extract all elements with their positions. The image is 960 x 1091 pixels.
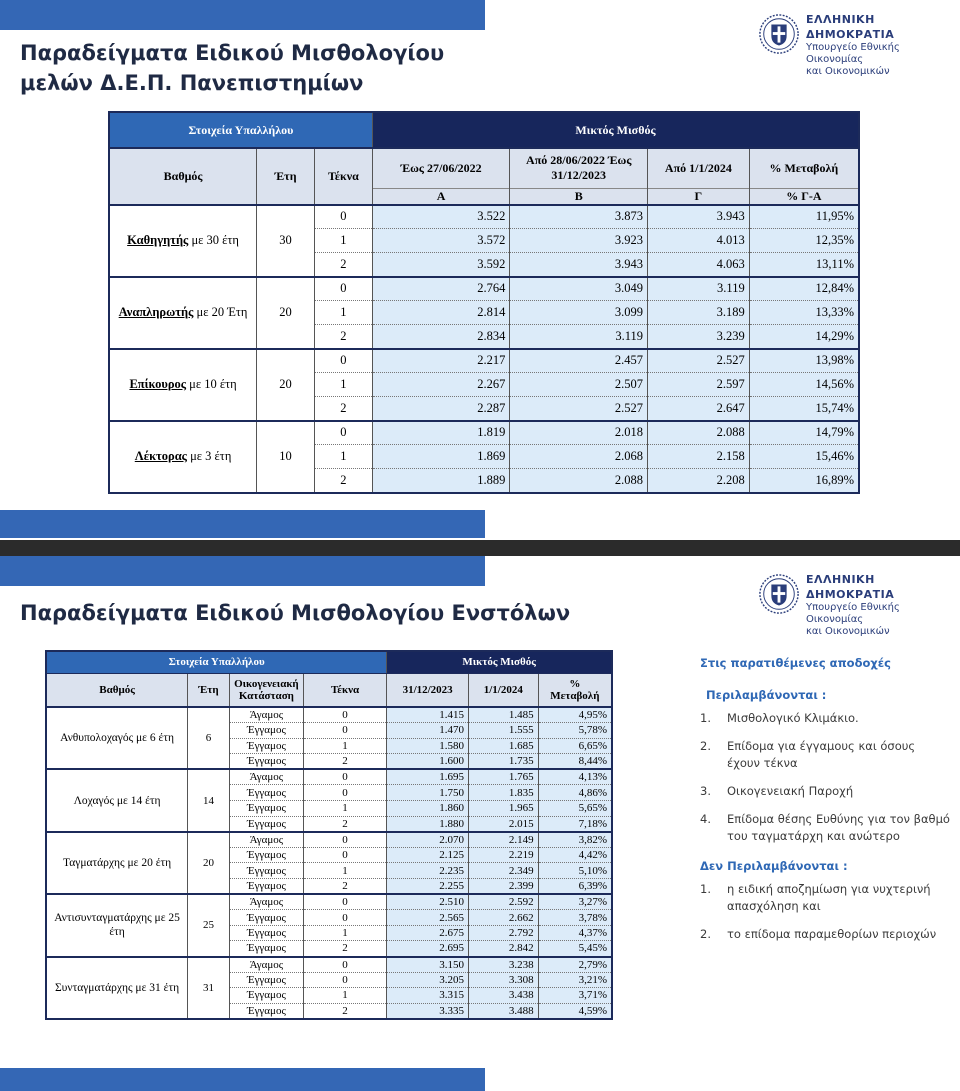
list-number: 1. [700, 711, 711, 725]
value-a-cell: 1.580 [387, 738, 469, 754]
rank-cell [109, 277, 257, 349]
header-rank: Βαθμός [109, 148, 257, 205]
excluded-list [700, 881, 950, 943]
value-b-cell: 3.438 [468, 988, 538, 1004]
value-b-cell: 3.943 [510, 253, 648, 277]
value-b-cell: 2.018 [510, 421, 648, 445]
years-cell: 25 [188, 894, 230, 956]
header-salary-group: Μικτός Μισθός [387, 651, 612, 673]
ministry-logo: ΕΛΛΗΝΙΚΗ ΔΗΜΟΚΡΑΤΙΑ Υπουργείο Εθνικής Οικονομίας και Οικονομικών [758, 12, 960, 78]
pct-change-cell: 12,84% [749, 277, 859, 301]
value-a-cell: 2.287 [372, 397, 510, 421]
years-cell: 10 [257, 421, 315, 493]
years-cell: 14 [188, 769, 230, 831]
years-cell: 20 [257, 349, 315, 421]
header-salary-group: Μικτός Μισθός [372, 112, 859, 148]
family-status-cell: Άγαμος [229, 707, 303, 723]
value-a-cell: 2.267 [372, 373, 510, 397]
pct-change-cell: 5,78% [538, 723, 612, 739]
pct-change-cell: 6,65% [538, 738, 612, 754]
value-b-cell: 2.068 [510, 445, 648, 469]
value-c-cell: 2.088 [648, 421, 750, 445]
notes-panel [700, 656, 950, 954]
value-b-cell: 3.923 [510, 229, 648, 253]
rank-cell: Αντισυνταγματάρχης με 25 έτη [46, 894, 188, 956]
value-b-cell: 3.488 [468, 1003, 538, 1019]
pct-change-cell: 4,13% [538, 769, 612, 785]
value-b-cell: 3.308 [468, 972, 538, 988]
header-col-pct: % Μεταβολή [538, 673, 612, 707]
pct-change-cell: 13,98% [749, 349, 859, 373]
children-cell: 2 [314, 469, 372, 493]
value-b-cell: 2.399 [468, 879, 538, 895]
value-c-cell: 3.943 [648, 205, 750, 229]
subheader-a: Α [372, 188, 510, 205]
value-c-cell: 3.119 [648, 277, 750, 301]
value-a-cell: 1.880 [387, 816, 469, 832]
pct-change-cell: 13,33% [749, 301, 859, 325]
list-number: 4. [700, 812, 711, 826]
family-status-cell: Έγγαμος [229, 738, 303, 754]
value-b-cell: 3.238 [468, 957, 538, 973]
children-cell: 1 [314, 301, 372, 325]
subheader-b: Β [510, 188, 648, 205]
value-b-cell: 2.792 [468, 925, 538, 941]
children-cell: 0 [303, 847, 386, 863]
value-b-cell: 2.507 [510, 373, 648, 397]
children-cell: 1 [303, 738, 386, 754]
children-cell: 1 [303, 988, 386, 1004]
value-c-cell: 2.597 [648, 373, 750, 397]
pct-change-cell: 14,79% [749, 421, 859, 445]
value-c-cell: 4.013 [648, 229, 750, 253]
family-status-cell: Έγγαμος [229, 910, 303, 926]
pct-change-cell: 5,65% [538, 801, 612, 817]
value-a-cell: 1.470 [387, 723, 469, 739]
value-c-cell: 2.208 [648, 469, 750, 493]
rank-name: Επίκουρος [129, 377, 187, 391]
pct-change-cell: 3,82% [538, 832, 612, 848]
value-a-cell: 3.150 [387, 957, 469, 973]
table-row [109, 349, 859, 373]
value-a-cell: 2.565 [387, 910, 469, 926]
value-a-cell: 3.335 [387, 1003, 469, 1019]
pct-change-cell: 16,89% [749, 469, 859, 493]
children-cell: 1 [303, 925, 386, 941]
pct-change-cell: 4,37% [538, 925, 612, 941]
children-cell: 1 [314, 445, 372, 469]
family-status-cell: Άγαμος [229, 957, 303, 973]
included-list [700, 710, 950, 845]
children-cell: 0 [314, 277, 372, 301]
greek-emblem-icon [758, 12, 800, 56]
value-a-cell: 2.675 [387, 925, 469, 941]
children-cell: 0 [303, 832, 386, 848]
value-b-cell: 1.685 [468, 738, 538, 754]
header-years: Έτη [188, 673, 230, 707]
family-status-cell: Έγγαμος [229, 785, 303, 801]
children-cell: 0 [303, 894, 386, 910]
table-row [109, 205, 859, 229]
greek-emblem-icon [758, 572, 800, 616]
top-accent-bar [0, 556, 485, 586]
value-a-cell: 1.415 [387, 707, 469, 723]
list-item [700, 926, 950, 943]
children-cell: 1 [314, 229, 372, 253]
list-text: Οικογενειακή Παροχή [727, 784, 854, 798]
value-c-cell: 2.158 [648, 445, 750, 469]
pct-change-cell: 13,11% [749, 253, 859, 277]
excluded-heading: Δεν Περιλαμβάνονται : [700, 859, 848, 873]
pct-change-cell: 3,78% [538, 910, 612, 926]
list-item [700, 710, 950, 727]
value-b-cell: 1.555 [468, 723, 538, 739]
pct-change-cell: 7,18% [538, 816, 612, 832]
list-text: η ειδική αποζημίωση για νυχτερινή απασχόληση και [727, 882, 931, 913]
children-cell: 0 [314, 205, 372, 229]
value-b-cell: 2.592 [468, 894, 538, 910]
pct-change-cell: 14,56% [749, 373, 859, 397]
value-a-cell: 2.070 [387, 832, 469, 848]
pct-change-cell: 3,71% [538, 988, 612, 1004]
logo-title: ΕΛΛΗΝΙΚΗ ΔΗΜΟΚΡΑΤΙΑ [806, 573, 895, 601]
value-c-cell: 3.239 [648, 325, 750, 349]
years-cell: 30 [257, 205, 315, 277]
value-a-cell: 2.235 [387, 863, 469, 879]
notes-heading: Στις παρατιθέμενες αποδοχές [700, 656, 892, 670]
table-row [46, 957, 612, 973]
table-row [109, 277, 859, 301]
family-status-cell: Έγγαμος [229, 941, 303, 957]
value-b-cell: 3.099 [510, 301, 648, 325]
header-employee-group: Στοιχεία Υπαλλήλου [109, 112, 372, 148]
pct-change-cell: 4,95% [538, 707, 612, 723]
family-status-cell: Έγγαμος [229, 754, 303, 770]
children-cell: 2 [314, 325, 372, 349]
list-number: 3. [700, 784, 711, 798]
included-heading: Περιλαμβάνονται : [706, 688, 827, 702]
list-item [700, 738, 950, 772]
slide1-title: Παραδείγματα Ειδικού Μισθολογίου μελών Δ.Ε.Π. Πανεπιστημίων [20, 41, 445, 95]
value-b-cell: 2.015 [468, 816, 538, 832]
family-status-cell: Έγγαμος [229, 847, 303, 863]
ministry-logo: ΕΛΛΗΝΙΚΗ ΔΗΜΟΚΡΑΤΙΑ Υπουργείο Εθνικής Οικονομίας και Οικονομικών [758, 572, 960, 638]
children-cell: 0 [303, 723, 386, 739]
value-a-cell: 2.217 [372, 349, 510, 373]
header-years: Έτη [257, 148, 315, 205]
value-b-cell: 2.349 [468, 863, 538, 879]
dep-salary-rows [109, 205, 859, 493]
family-status-cell: Άγαμος [229, 894, 303, 910]
list-text: Επίδομα θέσης Ευθύνης για τον βαθμό του ταγματάρχη και ανώτερο [727, 812, 950, 843]
years-cell: 20 [257, 277, 315, 349]
header-family-status: Οικογενειακή Κατάσταση [229, 673, 303, 707]
children-cell: 0 [303, 769, 386, 785]
list-number: 1. [700, 882, 711, 896]
value-b-cell: 2.149 [468, 832, 538, 848]
pct-change-cell: 15,46% [749, 445, 859, 469]
value-b-cell: 1.835 [468, 785, 538, 801]
children-cell: 2 [314, 397, 372, 421]
value-a-cell: 3.315 [387, 988, 469, 1004]
slide-divider [0, 540, 960, 556]
list-number: 2. [700, 927, 711, 941]
rank-detail: με 10 έτη [186, 377, 237, 391]
children-cell: 1 [303, 863, 386, 879]
value-a-cell: 2.125 [387, 847, 469, 863]
children-cell: 0 [303, 972, 386, 988]
header-col-c: Από 1/1/2024 [648, 148, 750, 188]
family-status-cell: Έγγαμος [229, 816, 303, 832]
rank-cell [109, 349, 257, 421]
children-cell: 2 [303, 816, 386, 832]
children-cell: 0 [303, 707, 386, 723]
pct-change-cell: 6,39% [538, 879, 612, 895]
value-b-cell: 2.842 [468, 941, 538, 957]
pct-change-cell: 14,29% [749, 325, 859, 349]
family-status-cell: Άγαμος [229, 832, 303, 848]
pct-change-cell: 15,74% [749, 397, 859, 421]
value-b-cell: 3.873 [510, 205, 648, 229]
pct-change-cell: 4,59% [538, 1003, 612, 1019]
children-cell: 0 [314, 349, 372, 373]
rank-cell: Ανθυπολοχαγός με 6 έτη [46, 707, 188, 769]
value-a-cell: 2.695 [387, 941, 469, 957]
slide-dep-salaries [0, 0, 960, 540]
children-cell: 0 [314, 421, 372, 445]
rank-cell: Συνταγματάρχης με 31 έτη [46, 957, 188, 1019]
list-text: Επίδομα για έγγαμους και όσους έχουν τέκνα [727, 739, 916, 770]
pct-change-cell: 5,45% [538, 941, 612, 957]
value-b-cell: 1.735 [468, 754, 538, 770]
header-col-b: 1/1/2024 [468, 673, 538, 707]
rank-cell [109, 421, 257, 493]
value-b-cell: 2.457 [510, 349, 648, 373]
value-c-cell: 3.189 [648, 301, 750, 325]
rank-name: Αναπληρωτής [118, 305, 194, 319]
years-cell: 20 [188, 832, 230, 894]
list-text: Μισθολογικό Κλιμάκιο. [727, 711, 859, 725]
children-cell: 2 [303, 879, 386, 895]
uniformed-salary-rows [46, 707, 612, 1019]
value-b-cell: 2.088 [510, 469, 648, 493]
bottom-accent-bar [0, 1068, 485, 1091]
value-c-cell: 2.527 [648, 349, 750, 373]
bottom-accent-bar [0, 510, 485, 538]
pct-change-cell: 11,95% [749, 205, 859, 229]
uniformed-salary-table [45, 650, 613, 1020]
pct-change-cell: 3,27% [538, 894, 612, 910]
family-status-cell: Έγγαμος [229, 972, 303, 988]
slide-uniformed-salaries [0, 556, 960, 1091]
value-a-cell: 1.889 [372, 469, 510, 493]
value-a-cell: 2.255 [387, 879, 469, 895]
header-col-a: Έως 27/06/2022 [372, 148, 510, 188]
rank-detail: με 30 έτη [188, 233, 239, 247]
rank-cell: Λοχαγός με 14 έτη [46, 769, 188, 831]
dep-salary-table [108, 111, 860, 494]
pct-change-cell: 8,44% [538, 754, 612, 770]
value-a-cell: 2.814 [372, 301, 510, 325]
list-text: το επίδομα παραμεθορίων περιοχών [727, 927, 937, 941]
value-a-cell: 1.695 [387, 769, 469, 785]
pct-change-cell: 3,21% [538, 972, 612, 988]
header-rank: Βαθμός [46, 673, 188, 707]
table-row [46, 894, 612, 910]
pct-change-cell: 4,42% [538, 847, 612, 863]
value-b-cell: 1.965 [468, 801, 538, 817]
children-cell: 1 [314, 373, 372, 397]
header-children: Τέκνα [314, 148, 372, 205]
header-col-a: 31/12/2023 [387, 673, 469, 707]
value-a-cell: 2.510 [387, 894, 469, 910]
header-col-b: Από 28/06/2022 Έως 31/12/2023 [510, 148, 648, 188]
value-a-cell: 1.819 [372, 421, 510, 445]
value-c-cell: 2.647 [648, 397, 750, 421]
value-a-cell: 3.522 [372, 205, 510, 229]
value-a-cell: 2.834 [372, 325, 510, 349]
value-a-cell: 1.860 [387, 801, 469, 817]
value-b-cell: 2.527 [510, 397, 648, 421]
header-children: Τέκνα [303, 673, 386, 707]
family-status-cell: Έγγαμος [229, 988, 303, 1004]
rank-detail: με 20 Έτη [193, 305, 248, 319]
value-a-cell: 3.592 [372, 253, 510, 277]
children-cell: 0 [303, 957, 386, 973]
rank-detail: με 3 έτη [186, 449, 232, 463]
table-row [46, 769, 612, 785]
list-item [700, 783, 950, 800]
table-row [109, 421, 859, 445]
rank-cell [109, 205, 257, 277]
pct-change-cell: 12,35% [749, 229, 859, 253]
list-item [700, 881, 950, 915]
value-a-cell: 2.764 [372, 277, 510, 301]
children-cell: 0 [303, 910, 386, 926]
list-item [700, 811, 950, 845]
rank-name: Λέκτορας [134, 449, 187, 463]
value-b-cell: 1.765 [468, 769, 538, 785]
children-cell: 2 [303, 941, 386, 957]
rank-cell: Ταγματάρχης με 20 έτη [46, 832, 188, 894]
family-status-cell: Έγγαμος [229, 863, 303, 879]
value-a-cell: 3.205 [387, 972, 469, 988]
family-status-cell: Έγγαμος [229, 723, 303, 739]
value-b-cell: 2.662 [468, 910, 538, 926]
table-row [46, 707, 612, 723]
family-status-cell: Έγγαμος [229, 879, 303, 895]
logo-title: ΕΛΛΗΝΙΚΗ ΔΗΜΟΚΡΑΤΙΑ [806, 13, 895, 41]
value-b-cell: 3.119 [510, 325, 648, 349]
children-cell: 2 [303, 754, 386, 770]
rank-name: Καθηγητής [127, 233, 189, 247]
value-b-cell: 3.049 [510, 277, 648, 301]
value-a-cell: 1.869 [372, 445, 510, 469]
family-status-cell: Έγγαμος [229, 1003, 303, 1019]
pct-change-cell: 2,79% [538, 957, 612, 973]
years-cell: 6 [188, 707, 230, 769]
value-a-cell: 3.572 [372, 229, 510, 253]
pct-change-cell: 5,10% [538, 863, 612, 879]
family-status-cell: Έγγαμος [229, 925, 303, 941]
value-a-cell: 1.750 [387, 785, 469, 801]
pct-change-cell: 4,86% [538, 785, 612, 801]
years-cell: 31 [188, 957, 230, 1019]
slide2-title: Παραδείγματα Ειδικού Μισθολογίου Ενστόλων [20, 601, 571, 625]
header-employee-group: Στοιχεία Υπαλλήλου [46, 651, 387, 673]
family-status-cell: Άγαμος [229, 769, 303, 785]
children-cell: 2 [303, 1003, 386, 1019]
children-cell: 2 [314, 253, 372, 277]
children-cell: 0 [303, 785, 386, 801]
subheader-c: Γ [648, 188, 750, 205]
children-cell: 1 [303, 801, 386, 817]
value-b-cell: 1.485 [468, 707, 538, 723]
value-b-cell: 2.219 [468, 847, 538, 863]
header-col-pct: % Μεταβολή [749, 148, 859, 188]
table-row [46, 832, 612, 848]
top-accent-bar [0, 0, 485, 30]
family-status-cell: Έγγαμος [229, 801, 303, 817]
subheader-pct: % Γ-Α [749, 188, 859, 205]
value-c-cell: 4.063 [648, 253, 750, 277]
value-a-cell: 1.600 [387, 754, 469, 770]
list-number: 2. [700, 739, 711, 753]
